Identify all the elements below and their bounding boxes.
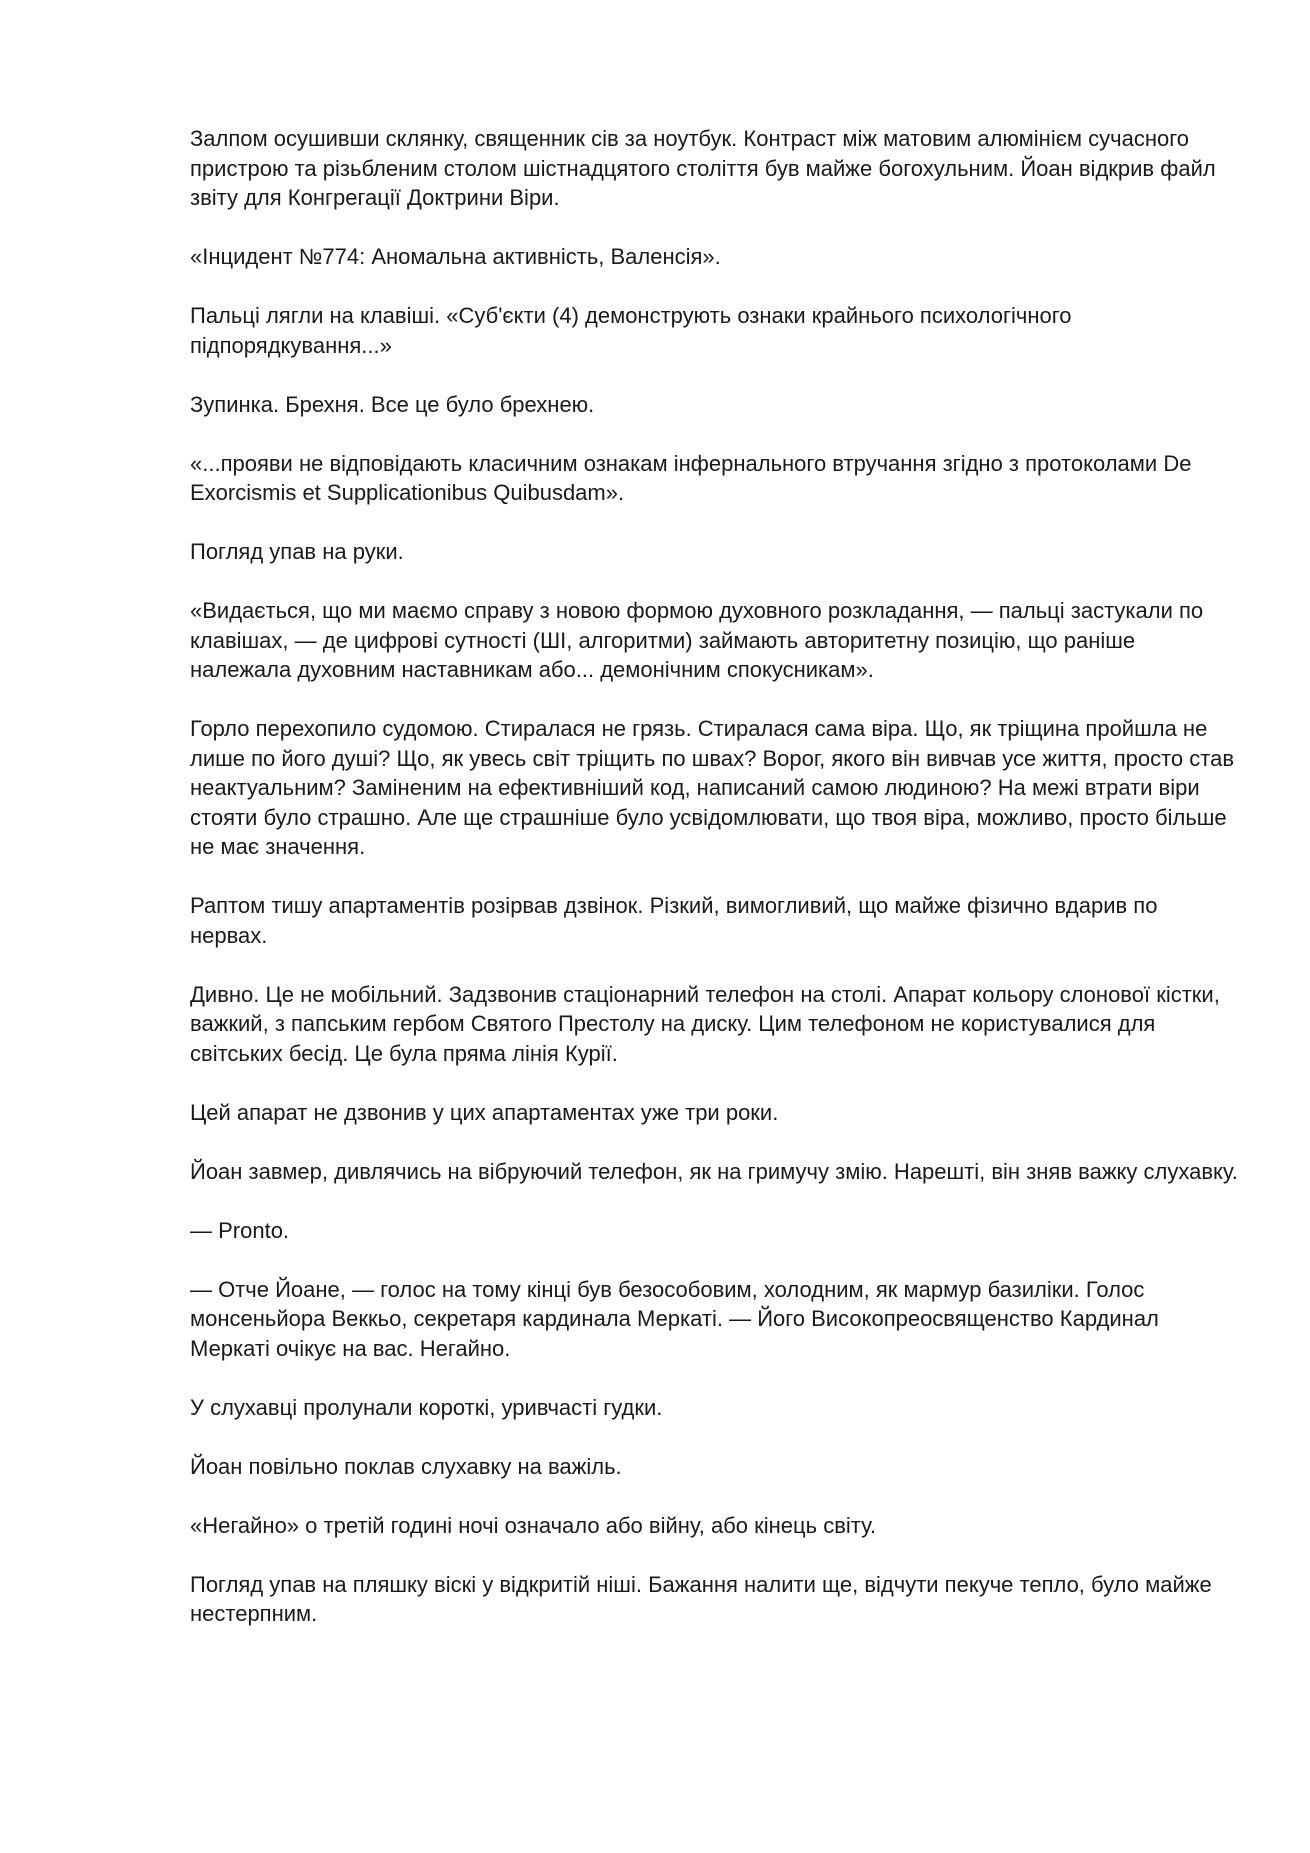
paragraph: «Видається, що ми маємо справу з новою формою духовного розкладання, — пальці застукали по клавішах, — де цифрові сутності (ШІ, алгоритми) займають авторитетну позицію, що раніше належала духовним наставникам або... демонічним спокусникам». — [190, 598, 1204, 682]
paragraph: Зупинка. Брехня. Все це було брехнею. — [190, 391, 595, 417]
paragraph: «Негайно» о третій годині ночі означало або війну, або кінець світу. — [190, 1512, 877, 1538]
paragraph: Погляд упав на руки. — [190, 539, 404, 564]
paragraph: — Pronto. — [190, 1217, 290, 1243]
paragraph: Горло перехопило судомою. Стиралася не грязь. Стиралася сама віра. Що, як тріщина пройшла не лише по його душі? Що, як увесь світ тріщить по швах? Ворог, якого він вивчав усе життя, просто став неактуальним? Заміненим на ефективніший код, написаний самою людиною? На межі втрати віри стояти було страшно. Але ще страшніше було усвідомлювати, що твоя віра, можливо, просто більше не має значення. — [190, 716, 1235, 859]
paragraph: Цей апарат не дзвонив у цих апартаментах уже три роки. — [190, 1099, 779, 1125]
paragraph: Дивно. Це не мобільний. Задзвонив стаціонарний телефон на столі. Апарат кольору слонової кістки, важкий, з папським гербом Святого Престолу на диску. Цим телефоном не користувалися для світських бесід. Це була пряма лінія Курії. — [190, 981, 1220, 1066]
paragraph: Йоан завмер, дивлячись на вібруючий телефон, як на гримучу змію. Нарешті, він зняв важку слухавку. — [190, 1158, 1238, 1184]
paragraph: Йоан повільно поклав слухавку на важіль. — [190, 1453, 622, 1479]
paragraph: Погляд упав на пляшку віскі у відкритій ніші. Бажання налити ще, відчути пекуче тепло, було майже нестерпним. — [190, 1571, 1212, 1626]
paragraph: — Отче Йоане, — голос на тому кінці був безособовим, холодним, як мармур базиліки. Голос монсеньйора Веккьо, секретаря кардинала Меркаті. — Його Високопреосвященство Кардинал Меркаті очікує на вас. Негайно. — [190, 1276, 1159, 1361]
paragraph: «Інцидент №774: Аномальна активність, Валенсія». — [190, 244, 721, 269]
paragraph: Раптом тишу апартаментів розірвав дзвінок. Різкий, вимогливий, що майже фізично вдарив по нервах. — [190, 893, 1158, 948]
paragraph: Залпом осушивши склянку, священник сів за ноутбук. Контраст між матовим алюмінієм сучасного пристрою та різьбленим столом шістнадцятого століття був майже богохульним. Йоан відкрив файл звіту для Конгрегації Доктрини Віри. — [190, 126, 1216, 210]
paragraph: Пальці лягли на клавіші. «Суб'єкти (4) демонструють ознаки крайнього психологічного підпорядкування...» — [190, 303, 1072, 358]
document-body — [190, 124, 1240, 1658]
paragraph: У слухавці пролунали короткі, уривчасті гудки. — [190, 1394, 663, 1420]
paragraph: «...прояви не відповідають класичним ознакам інфернального втручання згідно з протоколами De Exorcismis et Supplicationibus Quibusdam». — [190, 450, 1192, 505]
